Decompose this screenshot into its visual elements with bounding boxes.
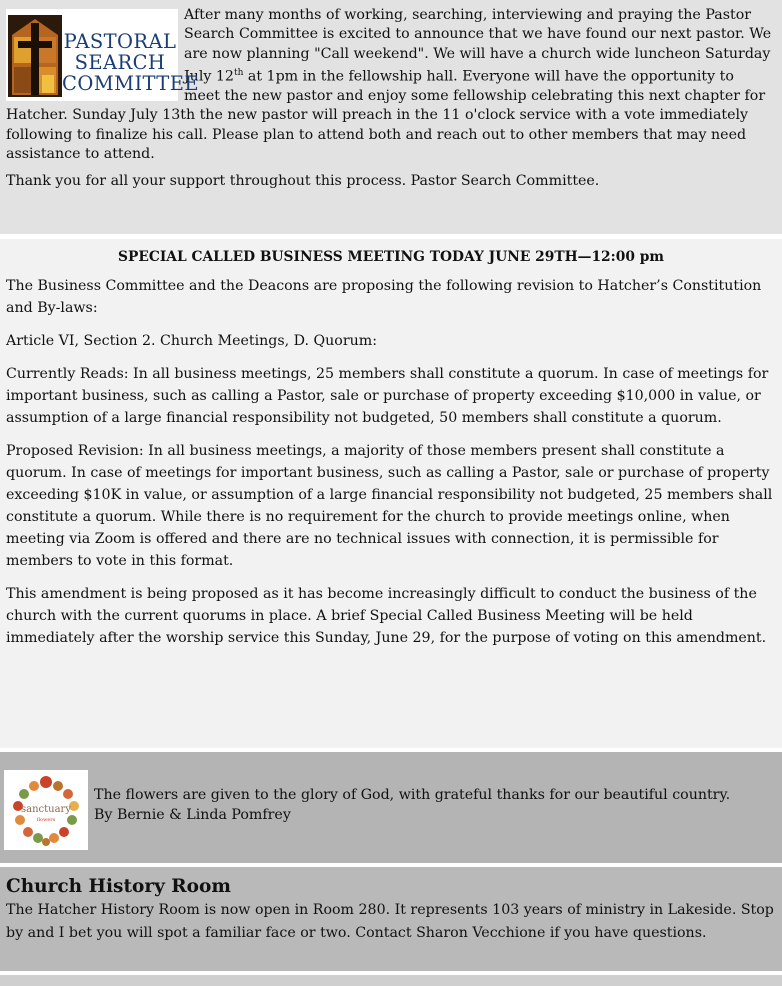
history-room-section <box>0 867 782 971</box>
business-meeting-section <box>0 239 782 748</box>
sanctuary-word: sanctuary <box>21 804 71 815</box>
ordinal-suffix: th <box>233 67 244 78</box>
business-paragraph: Currently Reads: In all business meetings, 25 members shall constitute a quorum. In case of meetings for important business, such as calling a Pastor, sale or purchase of property exceeding $10,000 in value, or assumption of a large financial responsibility not budgeted, 50 members shall constitute a quorum. <box>6 366 769 426</box>
logo-text <box>62 30 199 95</box>
pastor-search-section <box>0 0 782 234</box>
next-section-edge <box>0 975 782 986</box>
search-thanks: Thank you for all your support throughout this process. Pastor Search Committee. <box>6 173 600 190</box>
flowers-line-2: By Bernie & Linda Pomfrey <box>94 807 291 823</box>
business-paragraph: This amendment is being proposed as it has become increasingly difficult to conduct the business of the church with the current quorums in place. A brief Special Called Business Meeting will be held immediately after the worship service this Sunday, June 29, for the purpose of voting on this amendment. <box>6 586 767 646</box>
flowers-section <box>0 752 782 863</box>
business-meeting-title: SPECIAL CALLED BUSINESS MEETING TODAY JUNE 29TH—12:00 pm <box>117 249 664 265</box>
announcement-text-2: at 1pm in the fellowship hall. Everyone will have the opportunity to meet the new pastor and enjoy some fellowship celebrating this next chapter for Hatcher. Sunday July 13th the new pastor will preach in the 11 o'clock service with a vote immediately following to finalize his call. Please plan to attend both and reach out to other members that may need assistance to attend. <box>6 68 766 162</box>
logo-line-1: PASTORAL <box>63 30 177 53</box>
business-paragraph: The Business Committee and the Deacons are proposing the following revision to Hatcher’s Constitution and By-laws: <box>6 278 762 316</box>
business-paragraph: Article VI, Section 2. Church Meetings, D. Quorum: <box>6 333 377 349</box>
history-room-text: The Hatcher History Room is now open in Room 280. It represents 103 years of ministry in Lakeside. Stop by and I bet you will spot a familiar face or two. Contact Sharon Vecchione if you have questions. <box>6 902 774 941</box>
business-paragraph: Proposed Revision: In all business meetings, a majority of those members present shall constitute a quorum. In case of meetings for important business, such as calling a Pastor, sale or purchase of property exceeding $10K in value, or assumption of a large financial responsibility not budgeted, 25 members shall constitute a quorum. While there is no requirement for the church to provide meetings online, when meeting via Zoom is offered and there are no technical issues with connection, it is permissible for members to vote in this format. <box>6 443 773 569</box>
cross-window-icon <box>8 15 62 97</box>
logo-line-2: SEARCH <box>74 51 166 74</box>
announcement-text-1: After many months of working, searching, interviewing and praying the Pastor Search Committee is excited to announce that we have found our next pastor. We are now planning "Call weekend". We will have a church wide luncheon Saturday July 12 <box>184 7 772 85</box>
flower-wreath-icon <box>4 770 88 850</box>
logo-line-3: COMMITTEE <box>62 72 199 95</box>
flowers-line-1: The flowers are given to the glory of God, with grateful thanks for our beautiful country. <box>94 787 731 803</box>
pastoral-search-committee-logo <box>6 9 199 101</box>
history-room-title: Church History Room <box>6 876 231 897</box>
flowers-dedication <box>4 770 776 825</box>
sanctuary-flowers-logo <box>4 770 88 850</box>
flowers-word: flowers <box>36 817 56 823</box>
